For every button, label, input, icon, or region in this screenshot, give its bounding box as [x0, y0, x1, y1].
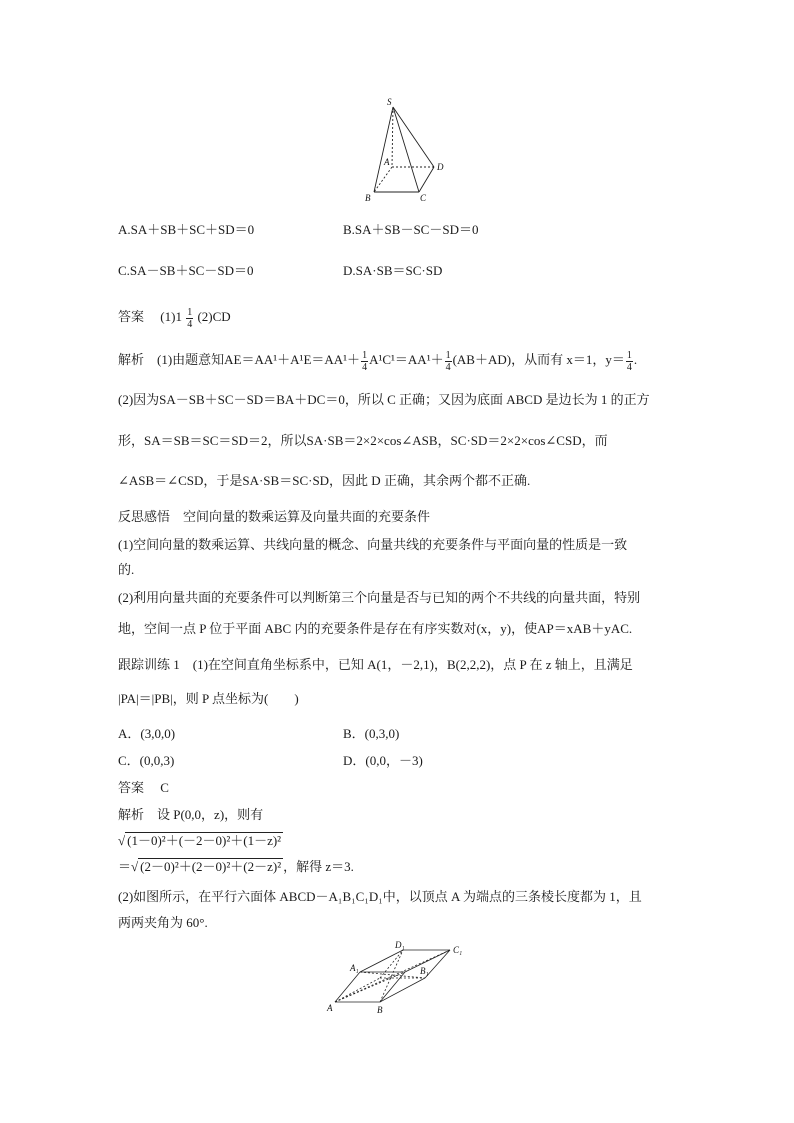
pyramid-figure	[360, 95, 450, 205]
answer-label: 答案	[118, 309, 145, 324]
answer-1	[118, 302, 231, 332]
label-B: B	[365, 193, 371, 203]
analysis-1-line2: (2)因为SA－SB＋SC－SD＝BA＋DC＝0，所以 C 正确；又因为底面 ABCD 是边长为 1 的正方	[118, 392, 650, 407]
practice-option-c: C．(0,0,3)	[118, 753, 175, 768]
sqrt-sign: √	[118, 833, 126, 848]
parallelepiped-figure	[325, 938, 475, 1018]
label-B1: B₁	[420, 966, 429, 976]
answer-fraction: $\frac{1}{4}$	[187, 306, 193, 330]
analysis-1-line4: ∠ASB＝∠CSD，于是SA·SB＝SC·SD，因此 D 正确，其余两个都不正确.	[118, 473, 531, 488]
reflection-title: 反思感悟 空间向量的数乘运算及向量共面的充要条件	[118, 509, 431, 524]
edge-SD	[393, 107, 434, 167]
analysis-1-line1: 解析 (1)由题意知AE＝AA¹＋A¹E＝AA¹＋ $\frac{1}{4}$ A¹C¹＝AA¹＋ $\frac{1}{4}$ (AB＋AD)，从而有 x＝1，y＝ $\frac{1}{4}$ .	[118, 349, 638, 373]
practice-line2: |PA|＝|PB|，则 P 点坐标为( )	[118, 691, 299, 706]
practice-option-d: D．(0,0，－3)	[343, 753, 423, 768]
part2-line2: 两两夹角为 60°.	[118, 915, 208, 930]
practice-line1: 跟踪训练 1 (1)在空间直角坐标系中，已知 A(1，－2,1)，B(2,2,2)，点 P 在 z 轴上，且满足	[118, 657, 633, 672]
answer-2-value: C	[160, 780, 169, 795]
reflection-p1-line1: (1)空间向量的数乘运算、共线向量的概念、向量共线的充要条件与平面向量的性质是一致	[118, 537, 628, 552]
sqrt-body-1: (1－0)²＋(－2－0)²＋(1－z)²	[127, 833, 282, 848]
analysis-1-line3: 形，SA＝SB＝SC＝SD＝2，所以SA·SB＝2×2×cos∠ASB，SC·SD＝2×2×cos∠CSD，而	[118, 433, 608, 448]
answer-2	[118, 779, 169, 797]
sqrt-sign: √	[131, 859, 139, 874]
label-A1: A₁	[350, 963, 359, 973]
edge-SC	[393, 107, 419, 192]
label-D: D	[437, 162, 444, 172]
practice-option-a: A．(3,0,0)	[118, 726, 176, 741]
label-S: S	[387, 97, 392, 107]
option-d: D.SA·SB＝SC·SD	[343, 263, 443, 278]
label-B: B	[377, 1005, 383, 1015]
answer-part2: (2)CD	[197, 309, 231, 324]
reflection-p2-line2: 地，空间一点 P 位于平面 ABC 内的充要条件是存在有序实数对(x，y)，使AP＝xAB＋yAC.	[118, 621, 633, 636]
edge-CD	[419, 167, 434, 192]
label-A: A	[384, 157, 390, 167]
option-a: A.SA＋SB＋SC＋SD＝0	[118, 222, 255, 237]
label-D1: D₁	[395, 940, 405, 950]
option-c: C.SA－SB＋SC－SD＝0	[118, 263, 254, 278]
edge-SA	[392, 107, 393, 167]
label-A: A	[327, 1003, 333, 1013]
analysis-2-line2	[118, 832, 283, 850]
practice-option-b: B．(0,3,0)	[343, 726, 400, 741]
part2-line1: (2)如图所示，在平行六面体 ABCD－A₁B₁C₁D₁中，以顶点 A 为端点的三条棱长度都为 1，且	[118, 889, 642, 904]
analysis-2-line3: ＝√ (2－0)²＋(2－0)²＋(2－z)² ，解得 z＝3.	[118, 859, 354, 874]
analysis-2-line1: 解析 设 P(0,0，z)，则有	[118, 807, 264, 822]
label-C: C	[420, 193, 427, 203]
answer-2-label: 答案	[118, 780, 145, 795]
answer-part1: (1)1	[160, 309, 182, 324]
edge-SB	[374, 107, 393, 192]
label-C1: C₁	[453, 945, 463, 955]
option-b: B.SA＋SB－SC－SD＝0	[343, 222, 479, 237]
reflection-p1-line2: 的.	[118, 562, 135, 577]
reflection-p2-line1: (2)利用向量共面的充要条件可以判断第三个向量是否与已知的两个不共线的向量共面，特别	[118, 590, 641, 605]
sqrt-body-2: (2－0)²＋(2－0)²＋(2－z)²	[140, 859, 282, 874]
